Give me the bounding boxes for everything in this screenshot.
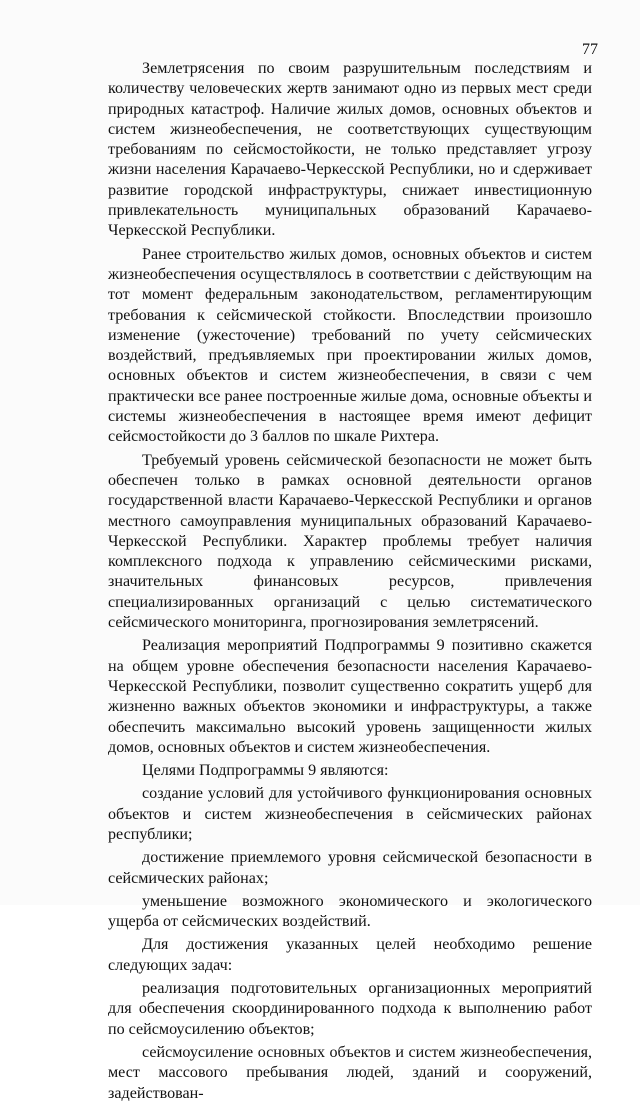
paragraph: достижение приемлемого уровня сейсмической безопасности в сейсмических районах;: [108, 849, 592, 887]
page-number: 77: [582, 41, 598, 58]
paragraph: Целями Подпрограммы 9 являются:: [142, 762, 389, 780]
paragraph: Ранее строительство жилых домов, основных объектов и систем жизнеобеспечения осуществлялось в соответствии с действующим на тот момент федеральным законодательством, регламентирующим требования к сейсмической стойкости. Впоследствии произошло изменение (ужесточение) требований по учету сейсмических воздействий, предъявляемых при проектировании жилых домов, основных объектов и систем жизнеобеспечения, в связи с чем практически все ранее построенные жилые дома, основные объекты и системы жизнеобеспечения в настоящее время имеют дефицит сейсмостойкости до 3 баллов по шкале Рихтера.: [108, 245, 592, 446]
paragraph: Требуемый уровень сейсмической безопасности не может быть обеспечен только в рамках основной деятельности органов государственной власти Карачаево-Черкесской Республики и органов местного самоуправления муниципальных образований Карачаево-Черкесской Республики. Характер проблемы требует наличия комплексного подхода к управлению сейсмическими рисками, значительных финансовых ресурсов, привлечения специализированных организаций с целью систематического сейсмического мониторинга, прогнозирования землетрясений.: [108, 451, 592, 632]
paragraph: создание условий для устойчивого функционирования основных объектов и систем жизнеобеспечения в сейсмических районах республики;: [108, 785, 592, 843]
paragraph: сейсмоусиление основных объектов и систем жизнеобеспечения, мест массового пребывания людей, зданий и сооружений, задействован-: [108, 1043, 592, 1102]
paragraph: Землетрясения по своим разрушительным последствиям и количеству человеческих жертв занимают одно из первых мест среди природных катастроф. Наличие жилых домов, основных объектов и систем жизнеобеспечения, не соответствующих существующим требованиям по сейсмостойкости, не только представляет угрозу жизни населения Карачаево-Черкесской Республики, но и сдерживает развитие городской инфраструктуры, снижает инвестиционную привлекательность муниципальных образований Карачаево-Черкесской Республики.: [108, 60, 592, 240]
body-text: [108, 59, 592, 1107]
paragraph: реализация подготовительных организационных мероприятий для обеспечения скоординированного подхода к выполнению работ по сейсмоусилению объектов;: [108, 980, 592, 1038]
paragraph: Для достижения указанных целей необходимо решение следующих задач:: [108, 936, 592, 974]
paragraph: уменьшение возможного экономического и экологического ущерба от сейсмических воздействий.: [108, 892, 592, 931]
paragraph: Реализация мероприятий Подпрограммы 9 позитивно скажется на общем уровне обеспечения безопасности населения Карачаево-Черкесской Республики, позволит существенно сократить ущерб для жизненно важных объектов экономики и инфраструктуры, а также обеспечить максимально высокий уровень защищенности жилых домов, основных объектов и систем жизнеобеспечения.: [108, 637, 592, 756]
